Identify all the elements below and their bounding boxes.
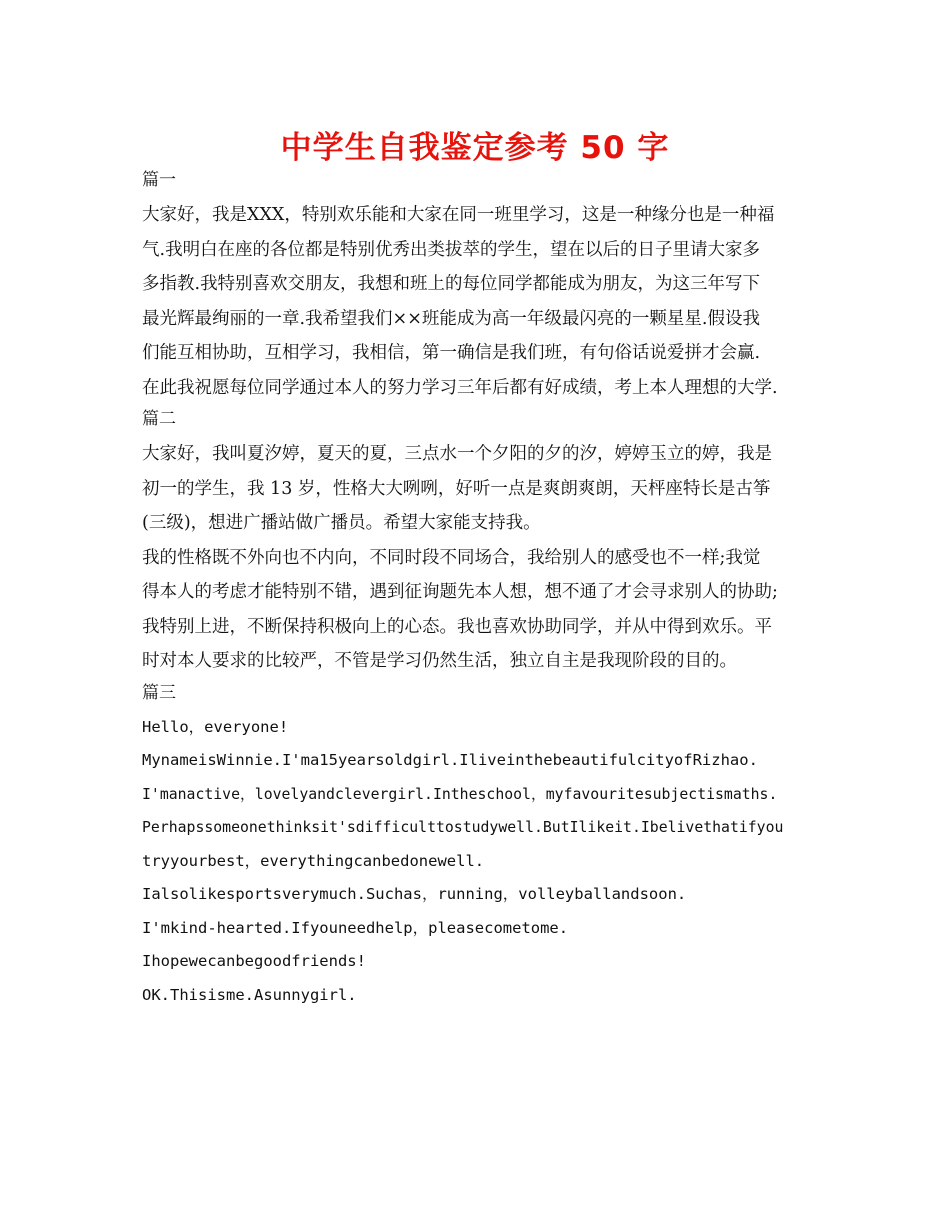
section-heading-1: 篇一 (142, 170, 176, 190)
paragraph-line: 大家好，我是XXX，特别欢乐能和大家在同一班里学习，这是一种缘分也是一种福 (142, 205, 775, 225)
paragraph-line: Ihopewecanbegoodfriends! (142, 952, 366, 970)
section-heading-2: 篇二 (142, 409, 176, 429)
paragraph-line: Hello，everyone! (142, 717, 289, 736)
document-title: 中学生自我鉴定参考 50 字 (280, 130, 670, 166)
document-body (142, 166, 822, 1012)
paragraph-line: 大家好，我叫夏汐婷，夏天的夏，三点水一个夕阳的夕的汐，婷婷玉立的婷，我是 (142, 444, 772, 464)
paragraph-line: (三级)，想进广播站做广播员。希望大家能支持我。 (142, 513, 541, 533)
paragraph-line: 我的性格既不外向也不内向，不同时段不同场合，我给别人的感受也不一样;我觉 (142, 547, 761, 568)
paragraph-line: OK.Thisisme.Asunnygirl. (142, 985, 357, 1004)
paragraph-line: 在此我祝愿每位同学通过本人的努力学习三年后都有好成绩，考上本人理想的大学. (142, 377, 778, 398)
paragraph-line: Perhapssomeonethinksit'sdifficulttostudywell.ButIlikeit.Ibelivethatifyou (142, 819, 784, 836)
paragraph-line: 时对本人要求的比较严，不管是学习仍然生活，独立自主是我现阶段的目的。 (142, 651, 737, 671)
paragraph-line: 得本人的考虑才能特别不错，遇到征询题先本人想，想不通了才会寻求别人的协助; (142, 582, 778, 602)
paragraph-line: 我特别上进，不断保持积极向上的心态。我也喜欢协助同学，并从中得到欢乐。平 (142, 616, 772, 637)
paragraph-line: I'mkind-hearted.Ifyouneedhelp，pleasecometome. (142, 918, 569, 937)
paragraph-line: 多指教.我特别喜欢交朋友，我想和班上的每位同学都能成为朋友，为这三年写下 (142, 274, 761, 294)
paragraph-line: 最光辉最绚丽的一章.我希望我们××班能成为高一年级最闪亮的一颗星星.假设我 (142, 308, 760, 329)
paragraph-line: tryyourbest，everythingcanbedonewell. (142, 851, 485, 870)
section-heading-3: 篇三 (142, 682, 176, 703)
paragraph-line: I'manactive，lovelyandclevergirl.Intheschool，myfavouritesubjectismaths. (142, 785, 778, 803)
paragraph-line: 们能互相协助，互相学习，我相信，第一确信是我们班，有句俗话说爱拼才会赢. (142, 343, 761, 363)
paragraph-line: 气.我明白在座的各位都是特别优秀出类拔萃的学生，望在以后的日子里请大家多 (142, 239, 761, 260)
paragraph-line: 初一的学生，我 13 岁，性格大大咧咧，好听一点是爽朗爽朗，天枰座特长是古筝 (142, 478, 771, 499)
paragraph-line: MynameisWinnie.I'ma15yearsoldgirl.IliveinthebeautifulcityofRizhao. (142, 751, 758, 769)
paragraph-line: Ialsolikesportsverymuch.Suchas，running，volleyballandsoon. (142, 885, 687, 903)
